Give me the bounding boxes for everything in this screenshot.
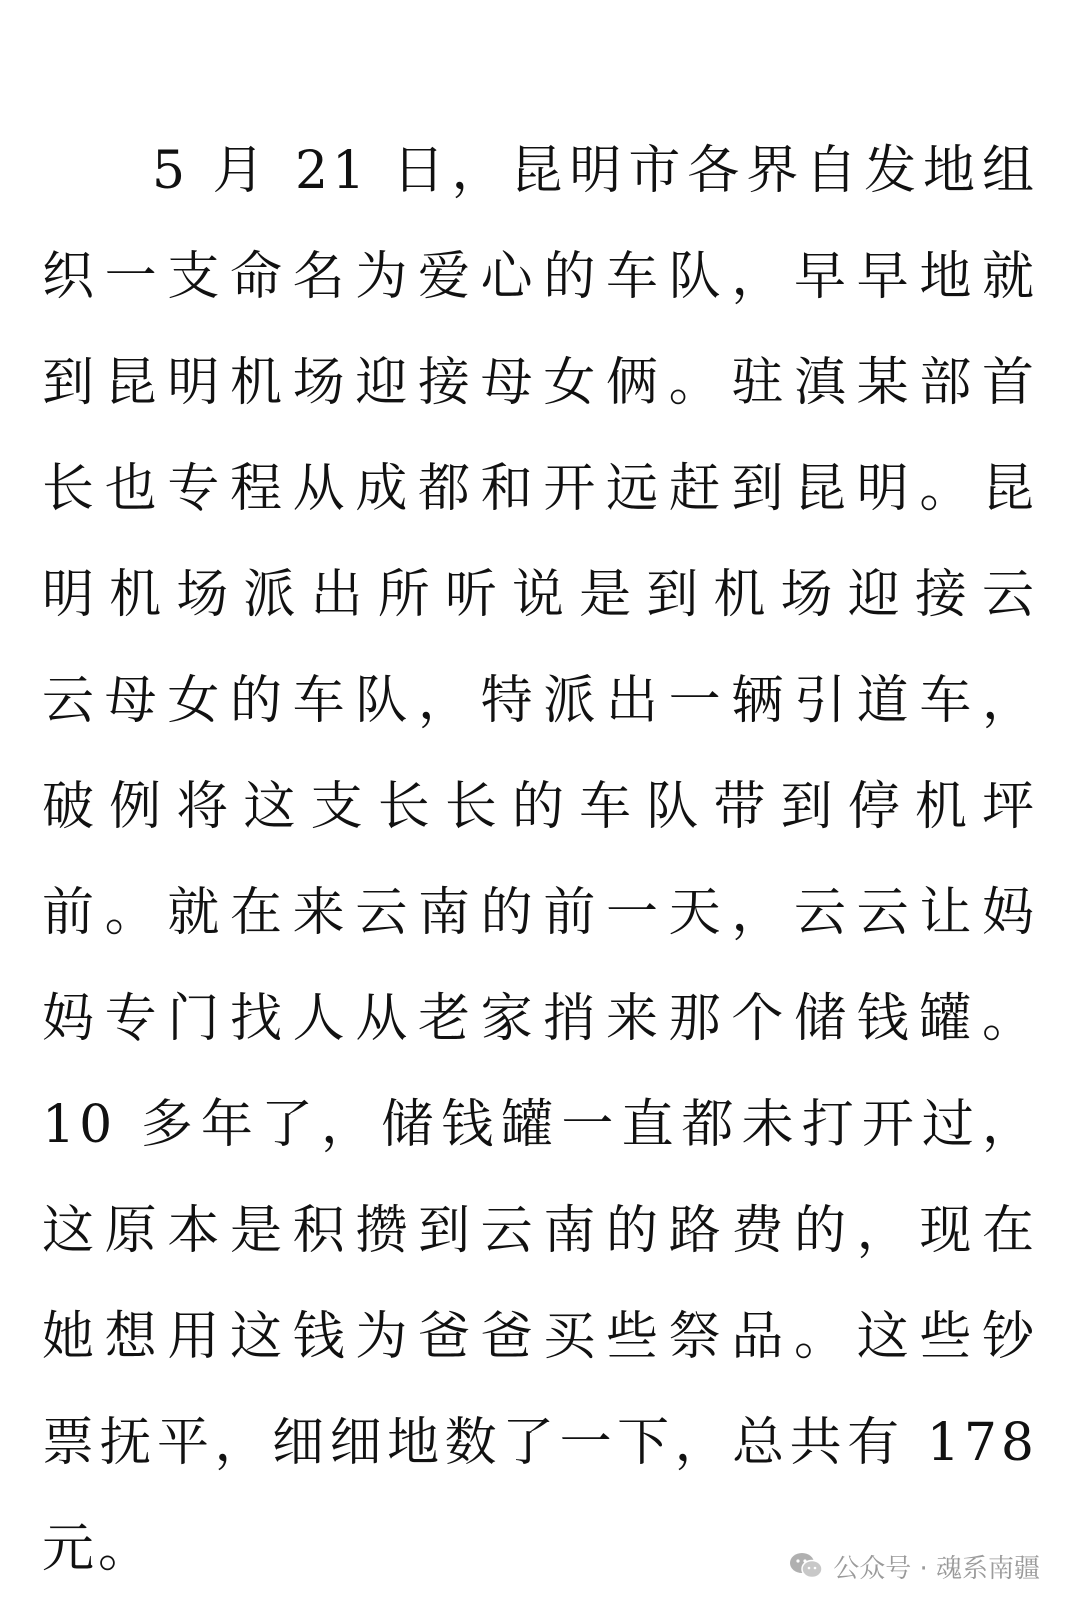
paragraph-line-1: 5 月 21 日，昆明市各界自发地组 bbox=[152, 141, 1038, 201]
paragraph-line-3: 到昆明机场迎接母女俩。驻滇某部首 bbox=[42, 353, 1038, 413]
paragraph-line-6: 云母女的车队，特派出一辆引道车， bbox=[42, 671, 1038, 731]
paragraph-line-11: 这原本是积攒到云南的路费的，现在 bbox=[42, 1201, 1038, 1261]
paragraph-line-5: 明机场派出所听说是到机场迎接云 bbox=[42, 565, 1038, 625]
paragraph-line-2: 织一支命名为爱心的车队，早早地就 bbox=[42, 247, 1038, 307]
paragraph-line-7: 破例将这支长长的车队带到停机坪 bbox=[42, 777, 1038, 837]
paragraph-line-4: 长也专程从成都和开远赶到昆明。昆 bbox=[42, 459, 1038, 519]
paragraph-line-8: 前。就在来云南的前一天，云云让妈 bbox=[42, 883, 1038, 943]
wechat-icon bbox=[789, 1552, 823, 1580]
watermark bbox=[789, 1542, 1040, 1590]
paragraph-line-9: 妈专门找人从老家捎来那个储钱罐。 bbox=[42, 989, 1038, 1049]
paragraph-line-12: 她想用这钱为爸爸买些祭品。这些钞 bbox=[42, 1307, 1038, 1367]
paragraph-line-13: 票抚平，细细地数了一下，总共有 178 bbox=[42, 1413, 1038, 1473]
paragraph-line-14: 元。 bbox=[42, 1519, 155, 1579]
watermark-text: 公众号 · 魂系南疆 bbox=[833, 1553, 1040, 1584]
paragraph-line-10: 10 多年了，储钱罐一直都未打开过， bbox=[42, 1095, 1038, 1155]
